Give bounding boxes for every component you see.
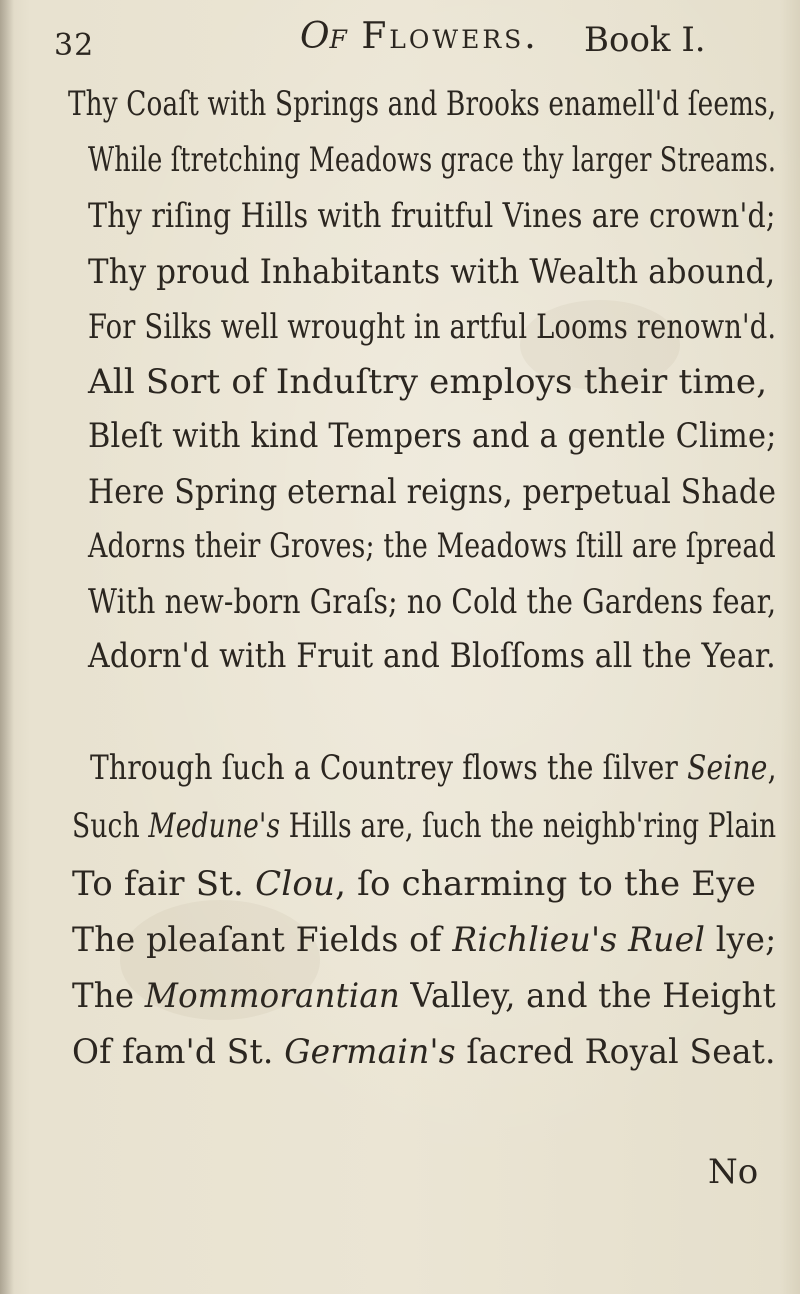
verse-line: Thy proud Inhabitants with Wealth abound, bbox=[88, 252, 776, 292]
verse-line: Adorns their Groves; the Meadows ſtill are ſpread bbox=[88, 526, 776, 566]
running-title bbox=[300, 16, 539, 57]
verse-italic: Germain's bbox=[284, 1032, 456, 1072]
verse-line: Here Spring eternal reigns, perpetual Shade bbox=[88, 472, 777, 512]
verse-text: Of fam'd St. bbox=[72, 1032, 285, 1072]
verse-text: lye; bbox=[705, 920, 777, 960]
verse-line bbox=[72, 920, 776, 960]
catchword: No bbox=[708, 1152, 759, 1192]
verse-italic: Clou bbox=[255, 864, 336, 904]
verse-text: ſacred Royal Seat. bbox=[455, 1032, 776, 1072]
verse-line: With new-born Graſs; no Cold the Gardens fear, bbox=[88, 582, 777, 622]
verse-line: For Silks well wrought in artful Looms renown'd. bbox=[88, 307, 777, 347]
verse-line: All Sort of Induſtry employs their time, bbox=[88, 362, 768, 402]
verse-text: Through ſuch a Countrey flows the ſilver bbox=[90, 748, 688, 788]
verse-italic: Richlieu's Ruel bbox=[452, 920, 706, 960]
verse-text: Hills are, ſuch the neighb'ring Plain bbox=[280, 806, 777, 846]
verse-text: The pleaſant Fields of bbox=[72, 920, 453, 960]
verse-line: While ſtretching Meadows grace thy larger Streams. bbox=[88, 140, 777, 180]
running-head bbox=[0, 6, 800, 66]
verse-italic: Seine bbox=[687, 748, 768, 788]
verse-line bbox=[72, 1032, 776, 1072]
verse-text: , bbox=[767, 748, 777, 788]
verse-text: Valley, and the Height bbox=[399, 976, 776, 1016]
verse-text: To fair St. bbox=[72, 864, 256, 904]
verse-line bbox=[72, 976, 776, 1016]
gutter-shadow bbox=[0, 0, 14, 1294]
verse-line: Thy riſing Hills with fruitful Vines are crown'd; bbox=[88, 196, 776, 236]
verse-line bbox=[90, 748, 777, 788]
verse-text: Such bbox=[72, 806, 149, 846]
book-label: Book I. bbox=[584, 20, 706, 60]
verse-line: Adorn'd with Fruit and Bloſſoms all the Year. bbox=[88, 636, 776, 676]
verse-line bbox=[72, 806, 776, 846]
running-title-of: Of bbox=[300, 16, 347, 57]
verse-line bbox=[72, 864, 756, 904]
verse-text: The bbox=[72, 976, 145, 1016]
verse-line: Thy Coaſt with Springs and Brooks enamell'd ſeems, bbox=[68, 84, 777, 124]
verse-line: Bleſt with kind Tempers and a gentle Clime; bbox=[88, 416, 777, 456]
verse-italic: Mommorantian bbox=[144, 976, 400, 1016]
verse-italic: Medune's bbox=[148, 806, 281, 846]
running-title-flowers: Flowers. bbox=[361, 16, 539, 57]
page-number: 32 bbox=[54, 28, 95, 63]
verse-text: , ſo charming to the Eye bbox=[335, 864, 757, 904]
